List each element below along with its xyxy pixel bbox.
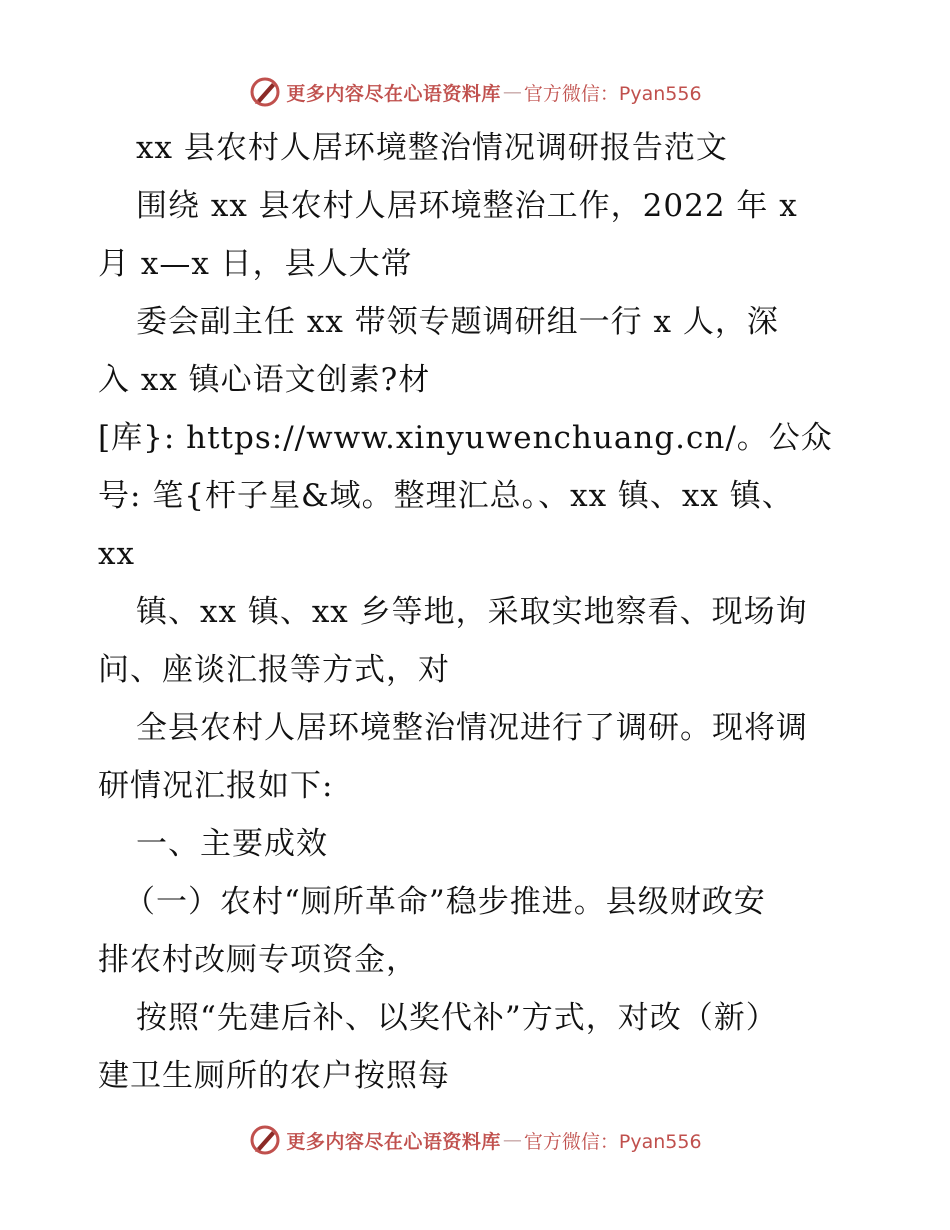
body-line: 委会副主任 xx 带领专题调研组一行 x 人，深 [136,304,779,340]
body-line: 排农村改厕专项资金， [98,942,418,978]
body-line: 入 xx 镇心语文创素?材 [98,362,431,398]
body-line: 问、座谈汇报等方式，对 [98,652,450,688]
watermark-main-text: 更多内容尽在心语资料库 [286,1130,501,1153]
body-line: 研情况汇报如下: [98,768,334,804]
watermark-contact-text: 官方微信：Pyan556 [523,1130,702,1153]
watermark-contact-text: 官方微信：Pyan556 [523,82,702,105]
pen-logo-icon [248,1123,282,1157]
watermark-separator: — [502,1129,522,1151]
body-line: 全县农村人居环境整治情况进行了调研。现将调 [136,710,808,746]
body-line: 月 x—x 日，县人大常 [98,246,413,282]
body-line: 镇、xx 镇、xx 乡等地，采取实地察看、现场询 [136,594,808,630]
watermark-separator: — [502,81,522,103]
body-line: 号: 笔{杆子星&域。整理汇总。、xx 镇、xx 镇、 [98,478,794,514]
body-line: [库}: https://www.xinyuwenchuang.cn/。公众 [98,420,833,456]
footer-watermark [0,1120,950,1160]
document-title: xx 县农村人居环境整治情况调研报告范文 [136,130,728,166]
header-watermark [0,72,950,112]
section-heading: 一、主要成效 [136,826,328,862]
body-line: 建卫生厕所的农户按照每 [98,1058,450,1094]
pen-logo-icon [248,75,282,109]
watermark-main-text: 更多内容尽在心语资料库 [286,82,501,105]
subsection-heading-line: （一）农村“厕所革命”稳步推进。县级财政安 [124,884,766,920]
body-line: 按照“先建后补、以奖代补”方式，对改（新） [136,1000,778,1036]
body-line: xx [98,536,135,572]
body-line: 围绕 xx 县农村人居环境整治工作，2022 年 x [136,188,798,224]
